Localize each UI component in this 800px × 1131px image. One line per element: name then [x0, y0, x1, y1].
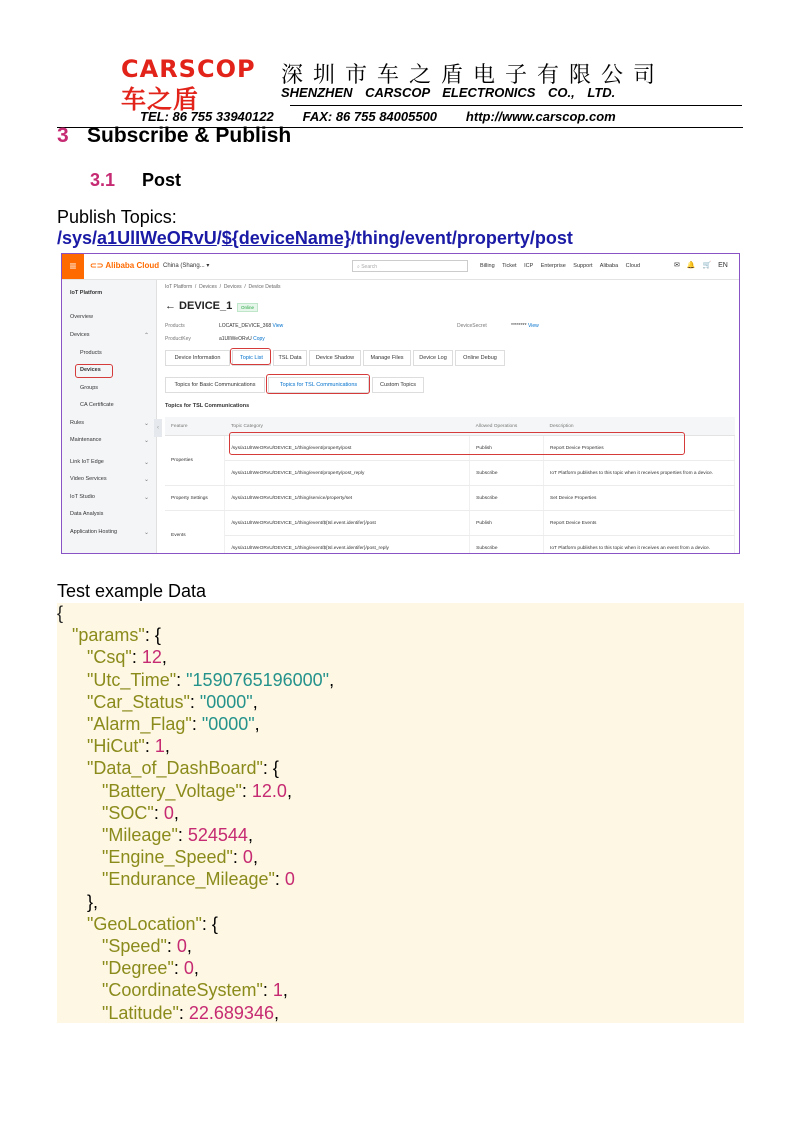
tab-tsl-data[interactable]: TSL Data — [273, 350, 307, 366]
sidebar-item-rules[interactable]: Rules — [70, 420, 85, 426]
topic-path: /sys/a1UlIWeORvU/${deviceName}/thing/event/property/post — [57, 228, 573, 248]
table-cell: IoT Platform publishes to this topic when it receives an event from a device. — [544, 536, 735, 555]
sidebar-item-devices[interactable]: Devices — [80, 367, 101, 373]
sidebar-item-overview[interactable]: Overview — [70, 314, 93, 320]
productkey-row: ProductKey a1UlIWeORvU Copy — [165, 336, 265, 342]
table-cell: Subscribe — [470, 461, 544, 486]
col-header: Topic Category — [225, 417, 470, 436]
products-row: Products LOCATE_DEVICE_368 View — [165, 323, 284, 329]
table-cell: Subscribe — [470, 486, 544, 511]
chevron-down-icon: ⌄ — [144, 421, 150, 427]
breadcrumb: IoT Platform / Devices / Devices / Device Details — [165, 284, 281, 290]
collapse-sidebar-icon[interactable]: ‹ — [154, 419, 162, 437]
table-cell: Publish — [470, 511, 544, 536]
chevron-down-icon: ⌄ — [144, 495, 150, 501]
sidebar-item-link-iot-edge[interactable]: Link IoT Edge — [70, 459, 104, 465]
table-cell: Events — [165, 511, 225, 555]
col-header: Feature — [165, 417, 225, 436]
table-cell: /sys/a1UlIWeORvU/DEVICE_1/thing/service/property/set — [225, 486, 470, 511]
devicesecret-row: DeviceSecret ******** View — [457, 323, 539, 329]
sidebar-platform: IoT Platform — [70, 290, 103, 296]
test-data-label: Test example Data — [57, 581, 207, 601]
console-screenshot — [61, 253, 740, 554]
sidebar-item-ca-certificate[interactable]: CA Certificate — [80, 402, 114, 408]
section-heading: 3 Subscribe & Publish — [57, 124, 292, 147]
section-title: Topics for TSL Communications — [165, 403, 250, 409]
chevron-up-icon: ⌃ — [144, 333, 150, 339]
top-icons[interactable]: ✉ 🔔 🛒 EN — [674, 262, 728, 269]
table-cell: IoT Platform publishes to this topic when it receives properties from a device. — [544, 461, 735, 486]
chevron-down-icon: ⌄ — [144, 438, 150, 444]
sidebar-item-iot-studio[interactable]: IoT Studio — [70, 494, 95, 500]
search-input[interactable]: ⌕ Search — [352, 260, 468, 272]
logo-chinese: 车之盾 — [121, 85, 200, 114]
table-cell: /sys/a1UlIWeORvU/DEVICE_1/thing/event/property/post — [225, 436, 470, 461]
main-panel — [165, 280, 735, 553]
tab-online-debug[interactable]: Online Debug — [455, 350, 505, 366]
sidebar-item-data-analysis[interactable]: Data Analysis — [70, 511, 104, 517]
subsection-heading: 3.1 Post — [90, 170, 182, 190]
cloud-icon: ⊂⊃ — [90, 261, 106, 270]
highlight-box — [266, 374, 370, 394]
copy-link[interactable]: Copy — [253, 336, 265, 342]
sidebar-item-devices-group[interactable]: Devices — [70, 332, 90, 338]
search-icon: ⌕ — [357, 264, 362, 270]
sidebar-item-application-hosting[interactable]: Application Hosting — [70, 529, 118, 535]
contact-line: TEL: 86 755 33940122 FAX: 86 755 84005500 http://www.carscop.com — [140, 109, 616, 124]
table-cell: /sys/a1UlIWeORvU/DEVICE_1/thing/event/${tsl.event.identifer}/post_reply — [225, 536, 470, 555]
table-cell: Set Device Properties — [544, 486, 735, 511]
company-name-english: SHENZHEN CARSCOP ELECTRONICS CO., LTD. — [281, 85, 616, 100]
table-cell: /sys/a1UlIWeORvU/DEVICE_1/thing/event/property/post_reply — [225, 461, 470, 486]
chevron-down-icon: ⌄ — [144, 530, 150, 536]
table-cell: Subscribe — [470, 536, 544, 555]
tab-manage-files[interactable]: Manage Files — [363, 350, 411, 366]
header-rule — [290, 105, 742, 106]
chevron-down-icon: ⌄ — [144, 460, 150, 466]
device-title: ← DEVICE_1 — [165, 300, 233, 312]
status-badge: Online — [237, 303, 258, 312]
logo-text: CARSCOP — [121, 55, 256, 83]
chevron-down-icon: ⌄ — [144, 477, 150, 483]
region-select[interactable]: China (Shang... ▾ — [163, 263, 210, 269]
publish-topics-label: Publish Topics: — [57, 207, 177, 227]
table-cell: Report Device Events — [544, 511, 735, 536]
code-block: { "params": { "Csq": 12, "Utc_Time": "1590765196000", "Car_Status": "0000", "Alarm_Flag": "0000", "HiCut": 1, "Data_of_DashBoard": { "Battery_Voltage": 12.0, "SOC": 0, "Mileage": 524544, "Engine_Speed": 0, "Endurance_Mileage": 0 }, "GeoLocation": { "Speed": 0, "Degree": 0, "CoordinateSystem": 1, "Latitude": 22.689346, — [57, 603, 335, 1023]
highlight-box — [229, 432, 685, 455]
col-header: Allowed Operations — [470, 417, 544, 436]
highlight-box — [75, 364, 113, 378]
top-nav[interactable]: Billing Ticket ICP Enterprise Support Alibaba Cloud — [480, 263, 641, 269]
sidebar-item-video-services[interactable]: Video Services — [70, 476, 107, 482]
table-row[interactable] — [165, 511, 735, 536]
sidebar — [62, 280, 157, 553]
highlight-box — [230, 348, 271, 365]
company-name-chinese: 深圳市车之盾电子有限公司 — [281, 63, 666, 88]
top-bar — [62, 254, 739, 280]
table-cell: /sys/a1UlIWeORvU/DEVICE_1/thing/event/${tsl.event.identifer}/post — [225, 511, 470, 536]
tab-device-shadow[interactable]: Device Shadow — [309, 350, 361, 366]
table-row[interactable] — [165, 486, 735, 511]
table-cell: Properties — [165, 436, 225, 486]
tab-device-information[interactable]: Device Information — [165, 350, 230, 366]
view-link[interactable]: View — [272, 323, 284, 329]
table-cell: Report Device Properties — [544, 436, 735, 461]
tab-device-log[interactable]: Device Log — [413, 350, 453, 366]
col-header: Description — [544, 417, 735, 436]
sidebar-item-groups[interactable]: Groups — [80, 385, 99, 391]
menu-icon[interactable]: ≡ — [62, 254, 84, 279]
table-row[interactable] — [165, 536, 735, 555]
table-cell: Property Settings — [165, 486, 225, 511]
sidebar-item-products[interactable]: Products — [80, 350, 102, 356]
tab-basic-communications[interactable]: Topics for Basic Communications — [165, 377, 265, 393]
brand-logo: ⊂⊃ Alibaba Cloud — [90, 261, 160, 270]
tab-tsl-communications[interactable]: Topics for TSL Communications — [268, 377, 369, 393]
sidebar-item-maintenance[interactable]: Maintenance — [70, 437, 102, 443]
tab-custom-topics[interactable]: Custom Topics — [372, 377, 424, 393]
tab-topic-list[interactable]: Topic List — [232, 350, 271, 366]
view-secret-link[interactable]: View — [527, 323, 539, 329]
table-row[interactable] — [165, 461, 735, 486]
table-cell: Publish — [470, 436, 544, 461]
